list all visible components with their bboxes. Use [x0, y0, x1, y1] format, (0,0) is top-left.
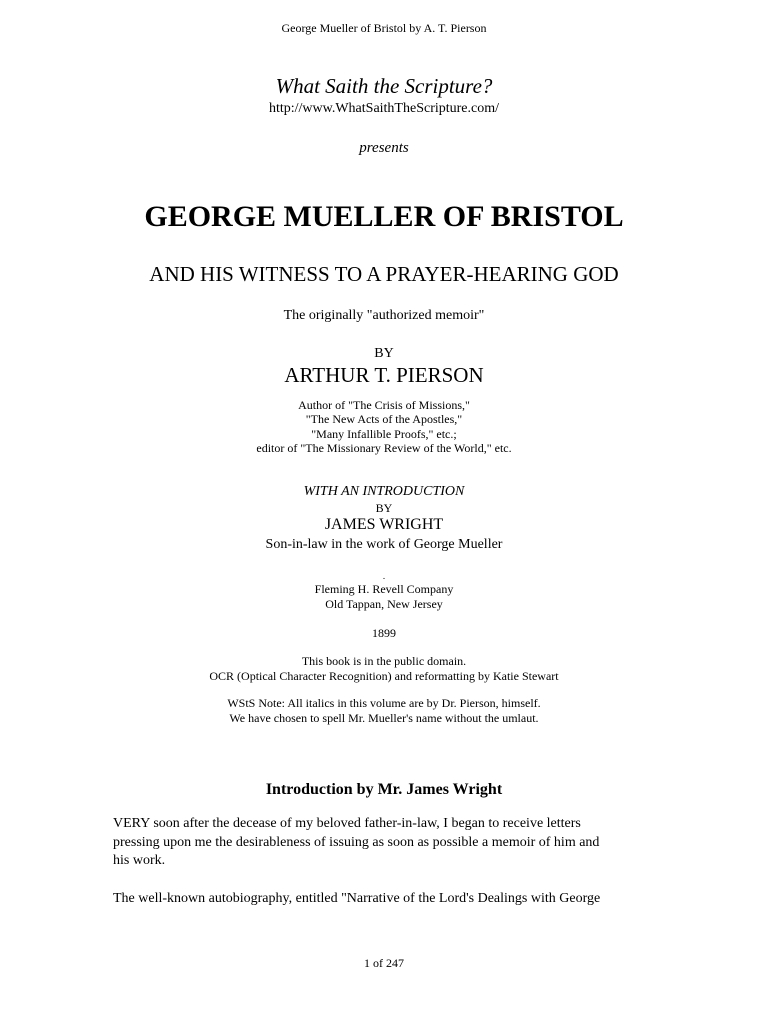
introduction-label: WITH AN INTRODUCTION — [303, 484, 465, 499]
author-credit-line: Author of "The Crisis of Missions," — [298, 398, 470, 412]
book-title: GEORGE MUELLER OF BRISTOL — [144, 200, 624, 233]
by-label: BY — [374, 346, 394, 361]
introduction-paragraph — [113, 890, 643, 909]
running-header: George Mueller of Bristol by A. T. Pierson — [281, 21, 487, 35]
site-url[interactable]: http://www.WhatSaithTheScripture.com/ — [268, 101, 500, 116]
introduction-by-label: BY — [375, 501, 393, 515]
introduction-paragraph — [113, 815, 643, 871]
page-number: 1 of 247 — [364, 956, 404, 970]
memoir-note: The originally "authorized memoir" — [283, 308, 485, 323]
paragraph-line: his work. — [113, 853, 166, 869]
author-credits — [0, 398, 768, 456]
author-credit-line: editor of "The Missionary Review of the World," etc. — [256, 441, 512, 456]
public-domain-notice — [0, 654, 768, 683]
presents-label: presents — [359, 140, 409, 156]
introduction-author-role: Son-in-law in the work of George Mueller — [265, 537, 503, 552]
author-credit-line: "Many Infallible Proofs," etc.; — [311, 426, 457, 441]
site-title: What Saith the Scripture? — [275, 74, 493, 98]
introduction-heading: Introduction by Mr. James Wright — [265, 781, 503, 798]
author-name: ARTHUR T. PIERSON — [284, 363, 484, 387]
ocr-credit-line: OCR (Optical Character Recognition) and reformatting by Katie Stewart — [209, 668, 559, 683]
introduction-author: JAMES WRIGHT — [324, 516, 444, 533]
publication-year: 1899 — [372, 626, 396, 640]
separator-dot: . — [382, 571, 386, 581]
wsts-note-line: We have chosen to spell Mr. Mueller's name without the umlaut. — [229, 710, 539, 725]
book-subtitle: AND HIS WITNESS TO A PRAYER-HEARING GOD — [149, 262, 619, 286]
publisher-block — [0, 582, 768, 611]
paragraph-line: pressing upon me the desirableness of issuing as soon as possible a memoir of him and — [113, 834, 600, 850]
public-domain-line: This book is in the public domain. — [301, 654, 467, 668]
wsts-note — [0, 696, 768, 725]
paragraph-line: VERY soon after the decease of my beloved father-in-law, I began to receive letters — [113, 816, 581, 831]
author-credit-line: "The New Acts of the Apostles," — [305, 412, 463, 427]
publisher-name: Fleming H. Revell Company — [314, 582, 454, 596]
wsts-note-line: WStS Note: All italics in this volume are by Dr. Pierson, himself. — [227, 696, 541, 710]
publisher-location: Old Tappan, New Jersey — [325, 596, 443, 611]
paragraph-line: The well-known autobiography, entitled "Narrative of the Lord's Dealings with George — [113, 891, 601, 906]
